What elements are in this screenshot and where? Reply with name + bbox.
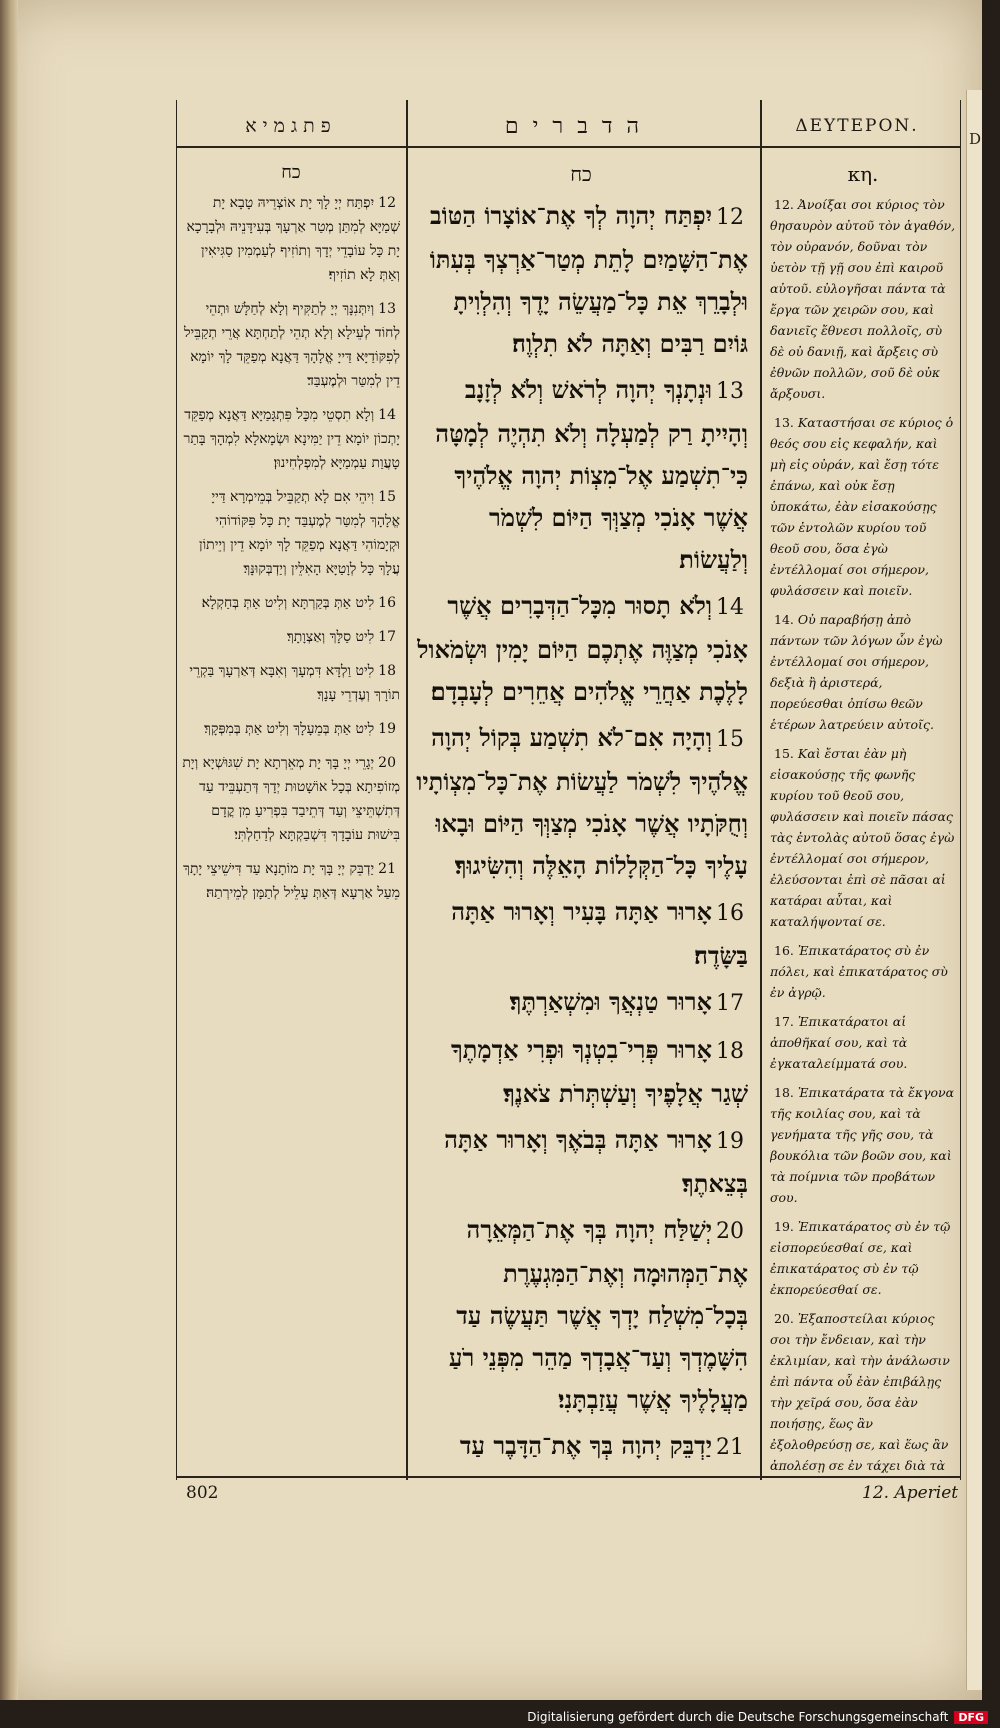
targum-verse-text: לִיט סַלָּךְ וְאַצְוָתָךְ׃ — [286, 629, 375, 645]
chapter-number-targum: כח — [281, 162, 301, 183]
hebrew-verse-number: 21 — [716, 1435, 744, 1460]
hebrew-verse — [414, 1119, 748, 1205]
hebrew-verse — [414, 1425, 748, 1476]
greek-verse — [770, 1216, 956, 1300]
dfg-logo: DFG — [954, 1711, 988, 1724]
next-page-letter: D — [969, 130, 982, 148]
greek-verse-text: Καταστήσαι σε κύριος ὁ θεός σου εἰς κεφαλήν, καὶ μὴ εἰς οὐράν, καὶ ἔσῃ τότε ἐπάνω, καὶ οὐκ ἔσῃ ὑποκάτω, ἐὰν εἰσακούσῃς τῶν ἐντολῶν κυρίου τοῦ θεοῦ σου, ὅσα ἐγὼ ἐντέλλομαί σοι σήμερον, φυλάσσειν καὶ ποιεῖν. — [770, 415, 954, 598]
outer-rule-left — [176, 100, 177, 1480]
hebrew-verse-text: וּנְתָנְךָ יְהוָה לְרֹאשׁ וְלֹא לְזָנָב וְהָיִיתָ רַק לְמַעְלָה וְלֹא תִהְיֶה לְמָטָּה כִּי־תִשְׁמַע אֶל־מִצְוֹת יְהוָה אֱלֹהֶיךָ אֲשֶׁר אָנֹכִי מְצַוְּךָ הַיּוֹם לִשְׁמֹר וְלַעֲשׂוֹת׃ — [435, 375, 748, 574]
targum-verse — [182, 403, 400, 475]
greek-verse-number: 18. — [774, 1085, 794, 1100]
page-number: 802 — [186, 1483, 219, 1503]
greek-verse-text: Ἐπικατάρατος σὺ ἐν τῷ εἰσπορεύεσθαί σε, καὶ ἐπικατάρατος σὺ ἐν τῷ ἐκπορεύεσθαί σε. — [770, 1219, 951, 1297]
hebrew-verse — [414, 585, 748, 713]
targum-verse — [182, 717, 400, 741]
targum-column — [182, 156, 400, 1476]
greek-verse — [770, 743, 956, 932]
hebrew-verse — [414, 717, 748, 887]
hebrew-verse-text: אָרוּר אַתָּה בָּעִיר וְאָרוּר אַתָּה בַּשָּׂדֶה׃ — [451, 897, 748, 970]
greek-verse-number: 17. — [774, 1014, 794, 1029]
targum-verse-text: וְיִתְּנִנָּךְ יְיָ לְתַקִּיף וְלָא לְחַלָּשׁ וּתְהֵי לְחוֹד לְעֵילָא וְלָא תְהֵי לְתַחְתָּא אֲרֵי תְקַבֵּיל לְפִקּוֹדַיָּא דַּייָ אֱלָהָךְ דַּאֲנָא מְפַקֵּד לָךְ יוֹמָא דֵין לְמִטַּר וּלְמֶעְבַּד׃ — [184, 301, 400, 389]
hebrew-verse-text: יִפְתַּח יְהוָה לְךָ אֶת־אוֹצָרוֹ הַטּוֹב אֶת־הַשָּׁמַיִם לָתֵת מְטַר־אַרְצְךָ בְּעִתּוֹ וּלְבָרֵךְ אֵת כָּל־מַעֲשֵׂה יָדֶךָ וְהִלְוִיתָ גּוֹיִם רַבִּים וְאַתָּה לֹא תִלְוֶה׃ — [429, 201, 748, 358]
hebrew-verse-number: 16 — [716, 901, 744, 926]
bottom-rule — [176, 1476, 960, 1478]
targum-verse-number: 20 — [378, 755, 396, 771]
targum-verse — [182, 485, 400, 581]
greek-verse-number: 16. — [774, 943, 794, 958]
targum-verse-number: 19 — [378, 721, 396, 737]
targum-verse-number: 15 — [378, 489, 396, 505]
hebrew-verse-text: יַדְבֵּק יְהוָה בְּךָ אֶת־הַדָּבֶר עַד — [459, 1431, 712, 1460]
targum-verse-text: וִיהֵי אִם לָא תְקַבֵּיל בְּמֵימְרָא דַּייָ אֱלָהָךְ לְמִטַּר לְמֶעְבַּד יָת כָּל פִּקּוֹדוֹהִי וּקְיָמוֹהִי דַּאֲנָא מְפַקֵּד לָךְ יוֹמָא דֵין וְיֵיתוֹן עֲלָךְ כָּל לְוָטַיָּא הָאִלֵּין וְיַדְבְּקוּנָּךְ׃ — [199, 489, 400, 577]
hebrew-verse — [414, 195, 748, 365]
hebrew-verse — [414, 369, 748, 581]
greek-verse — [770, 609, 956, 735]
greek-verse-number: 15. — [774, 746, 794, 761]
digitization-credit — [0, 1706, 1000, 1728]
hebrew-verse-text: אָרוּר אַתָּה בְּבֹאֶךָ וְאָרוּר אַתָּה בְּצֵאתֶךָ׃ — [444, 1125, 748, 1198]
targum-verse — [182, 591, 400, 615]
hebrew-verse-number: 17 — [716, 991, 744, 1016]
greek-verse — [770, 1011, 956, 1074]
greek-verse-text: Ἐπικατάρατος σὺ ἐν πόλει, καὶ ἐπικατάρατος σὺ ἐν ἀγρῷ. — [770, 943, 948, 1000]
hebrew-verse-number: 18 — [716, 1039, 744, 1064]
hebrew-verse-text: אָרוּר פְּרִי־בִטְנְךָ וּפְרִי אַדְמָתֶךָ שְׁגַר אֲלָפֶיךָ וְעַשְׁתְּרֹת צֹאנֶךָ׃ — [450, 1035, 748, 1108]
column-divider-left — [406, 100, 408, 1480]
greek-verse — [770, 940, 956, 1003]
greek-verse-text: Ἐξαποστείλαι κύριος σοι τὴν ἔνδειαν, καὶ τὴν ἐκλιμίαν, καὶ τὴν ἀνάλωσιν ἐπὶ πάντα οὗ ἐὰν ἐπιβάλῃς τὴν χεῖρά σου, ὅσα ἐὰν ποιήσῃς, ἕως ἂν ἐξολοθρεύσῃ σε, καὶ ἕως ἂν ἀπολέσῃ σε ἐν τάχει διὰ τὰ — [770, 1311, 950, 1473]
targum-verse-number: 12 — [378, 195, 396, 211]
greek-column — [770, 156, 956, 1476]
targum-verse-text: וְלָא תִסְטֵי מִכָּל פִּתְגָּמַיָּא דַּאֲנָא מְפַקֵּד יָתְכוֹן יוֹמָא דֵין יַמִּינָא וּשְׂמָאלָא לִמְהָךְ בָּתַר טָעֲוַת עַמְמַיָּא לְמִפְלְחִינוּן׃ — [183, 407, 400, 471]
header-targum: פתגמיא — [245, 114, 337, 137]
greek-verse-number: 12. — [774, 197, 794, 212]
greek-verse-text: Οὐ παραβήσῃ ἀπὸ πάντων τῶν λόγων ὧν ἐγὼ ἐντέλλομαί σοι σήμερον, δεξιὰ ἢ ἀριστερά, πορεύεσθαι ὀπίσω θεῶν ἑτέρων λατρεύειν αὐτοῖς. — [770, 612, 943, 732]
hebrew-verse-text: וְהָיָה אִם־לֹא תִשְׁמַע בְּקוֹל יְהוָה אֱלֹהֶיךָ לִשְׁמֹר לַעֲשׂוֹת אֶת־כָּל־מִצְוֹתָיו וְחֻקֹּתָיו אֲשֶׁר אָנֹכִי מְצַוְּךָ הַיּוֹם וּבָאוּ עָלֶיךָ כָּל־הַקְּלָלוֹת הָאֵלֶּה וְהִשִּׂיגוּךָ׃ — [416, 723, 748, 880]
hebrew-verse-text: אָרוּר טַנְאֲךָ וּמִשְׁאַרְתֶּךָ׃ — [509, 987, 712, 1016]
column-divider-right — [760, 100, 762, 1480]
header-greek: ΔΕΥΤΕΡΟΝ. — [795, 116, 919, 136]
chapter-number-hebrew: כח — [570, 162, 592, 186]
hebrew-verse-number: 14 — [716, 595, 744, 620]
hebrew-verse-number: 20 — [716, 1219, 744, 1244]
greek-verse — [770, 194, 956, 404]
hebrew-verse-number: 15 — [716, 727, 744, 752]
book-spine-edge — [0, 0, 18, 1700]
catchword: 12. Aperiet — [862, 1483, 959, 1503]
greek-verse — [770, 1308, 956, 1476]
top-rule — [176, 146, 960, 148]
targum-verse-text: יַדְבֵּק יְיָ בָּךְ יָת מוֹתָנָא עַד דִּישֵׁיצֵי יָתָךְ מֵעַל אַרְעָא דְּאַתְּ עָלֵיל לְתַמָּן לְמֵירְתַהּ׃ — [183, 861, 400, 901]
targum-verse-number: 13 — [378, 301, 396, 317]
outer-rule-right — [960, 100, 961, 1480]
next-page-edge — [966, 90, 982, 1690]
targum-verse-text: לִיט וַלְדָּא דִּמְעָךְ וְאִבָּא דְּאַרְעָךְ בַּקְרֵי תוֹרָךְ וְעֶדְרֵי עָנָךְ׃ — [189, 663, 400, 703]
hebrew-verse — [414, 1029, 748, 1115]
greek-verse — [770, 412, 956, 601]
greek-verse-text: Ἀνοίξαι σοι κύριος τὸν θησαυρὸν αὐτοῦ τὸν ἀγαθόν, τὸν οὐρανόν, δοῦναι τὸν ὑετὸν τῇ γῇ σου ἐπὶ καιροῦ αὐτοῦ. εὐλογῆσαι πάντα τὰ ἔργα τῶν χειρῶν σου, καὶ δανιεῖς ἔθνεσι πολλοῖς, σὺ δὲ οὐ δανιῇ, καὶ ἄρξεις σὺ ἐθνῶν πολλῶν, σοῦ δὲ οὐκ ἄρξουσι. — [770, 197, 956, 401]
targum-verse-text: יִפְתַּח יְיָ לָךְ יָת אוֹצְרֵיהּ טָבָא יָת שְׁמַיָּא לְמִתַּן מְטַר אַרְעָךְ בְּעִידָּנֵיהּ וּלְבָרָכָא יָת כָּל עוֹבָדֵי יְדָךְ וְתוֹזִיף לְעַמְמִין סַגִּיאִין וְאַתְּ לָא תוֹזִיף׃ — [186, 195, 400, 283]
hebrew-verse-text: וְלֹא תָסוּר מִכָּל־הַדְּבָרִים אֲשֶׁר אָנֹכִי מְצַוֶּה אֶתְכֶם הַיּוֹם יָמִין וּשְׂמֹאול לָלֶכֶת אַחֲרֵי אֱלֹהִים אֲחֵרִים לְעָבְדָם׃ — [417, 591, 748, 706]
hebrew-verse — [414, 1209, 748, 1421]
targum-verse-text: לִיט אַתְּ בְּמֵעָלָךְ וְלִיט אַתְּ בְּמִפְּקָךְ׃ — [203, 721, 375, 737]
targum-verse-number: 18 — [378, 663, 396, 679]
targum-verse — [182, 625, 400, 649]
header-hebrew: הדברים — [504, 114, 654, 139]
hebrew-verse-text: יְשַׁלַּח יְהוָה בְּךָ אֶת־הַמְּאֵרָה אֶת־הַמְּהוּמָה וְאֶת־הַמִּגְעֶרֶת בְּכָל־מִשְׁלַח יָדְךָ אֲשֶׁר תַּעֲשֶׂה עַד הִשָּׁמֶדְךָ וְעַד־אֲבָדְךָ מַהֵר מִפְּנֵי רֹעַ מַעֲלָלֶיךָ אֲשֶׁר עֲזַבְתָּנִי׃ — [448, 1215, 748, 1414]
targum-verse — [182, 191, 400, 287]
greek-verse-number: 20. — [774, 1311, 794, 1326]
hebrew-verse-number: 19 — [716, 1129, 744, 1154]
hebrew-verse-number: 12 — [716, 205, 744, 230]
greek-verse-number: 13. — [774, 415, 794, 430]
hebrew-verse — [414, 891, 748, 977]
hebrew-column — [414, 156, 748, 1476]
targum-verse — [182, 857, 400, 905]
greek-verse-text: Ἐπικατάρατα τὰ ἔκγονα τῆς κοιλίας σου, καὶ τὰ γενήματα τῆς γῆς σου, τὰ βουκόλια τῶν βοῶν σου, καὶ τὰ ποίμνια τῶν προβάτων σου. — [770, 1085, 955, 1205]
targum-verse — [182, 659, 400, 707]
greek-verse-text: Καὶ ἔσται ἐὰν μὴ εἰσακούσῃς τῆς φωνῆς κυρίου τοῦ θεοῦ σου, φυλάσσειν καὶ ποιεῖν πάσας τὰς ἐντολὰς αὐτοῦ ὅσας ἐγὼ ἐντέλλομαί σοι σήμερον, ἐλεύσονται ἐπὶ σὲ πᾶσαι αἱ κατάραι αὗται, καὶ καταλήψονταί σε. — [770, 746, 955, 929]
targum-verse-number: 14 — [378, 407, 396, 423]
greek-verse-number: 14. — [774, 612, 794, 627]
targum-verse — [182, 297, 400, 393]
targum-verse — [182, 751, 400, 847]
hebrew-verse-number: 13 — [716, 379, 744, 404]
greek-verse-number: 19. — [774, 1219, 794, 1234]
targum-verse-number: 16 — [378, 595, 396, 611]
chapter-number-greek: κη. — [847, 162, 879, 186]
targum-verse-number: 21 — [378, 861, 396, 877]
targum-verse-text: לִיט אַתְּ בְּקַרְתָּא וְלִיט אַתְּ בְּחַקְלָא׃ — [201, 595, 375, 611]
hebrew-verse — [414, 981, 748, 1025]
greek-verse-text: Ἐπικατάρατοι αἱ ἀποθῆκαί σου, καὶ τὰ ἐγκαταλείμματά σου. — [770, 1014, 908, 1071]
targum-verse-text: יְגָרֵי יְיָ בָּךְ יָת מְאֵרְתָא יָת שִׁגּוּשְׁיָא וְיָת מְזוֹפִיתָא בְּכָל אוֹשָׁטוּת יְדָךְ דְּתַעְבֵּיד עַד דְּתִשְׁתֵּיצֵי וְעַד דְּתֵיבַד בִּפְרִיעַ מִן קֳדָם בִּישׁוּת עוֹבָדָךְ דִּשְׁבַקְתָּא לְדַחַלְתִּי׃ — [182, 755, 400, 843]
targum-verse-number: 17 — [378, 629, 396, 645]
credit-text: Digitalisierung gefördert durch die Deutsche Forschungsgemeinschaft — [527, 1710, 949, 1724]
greek-verse — [770, 1082, 956, 1208]
